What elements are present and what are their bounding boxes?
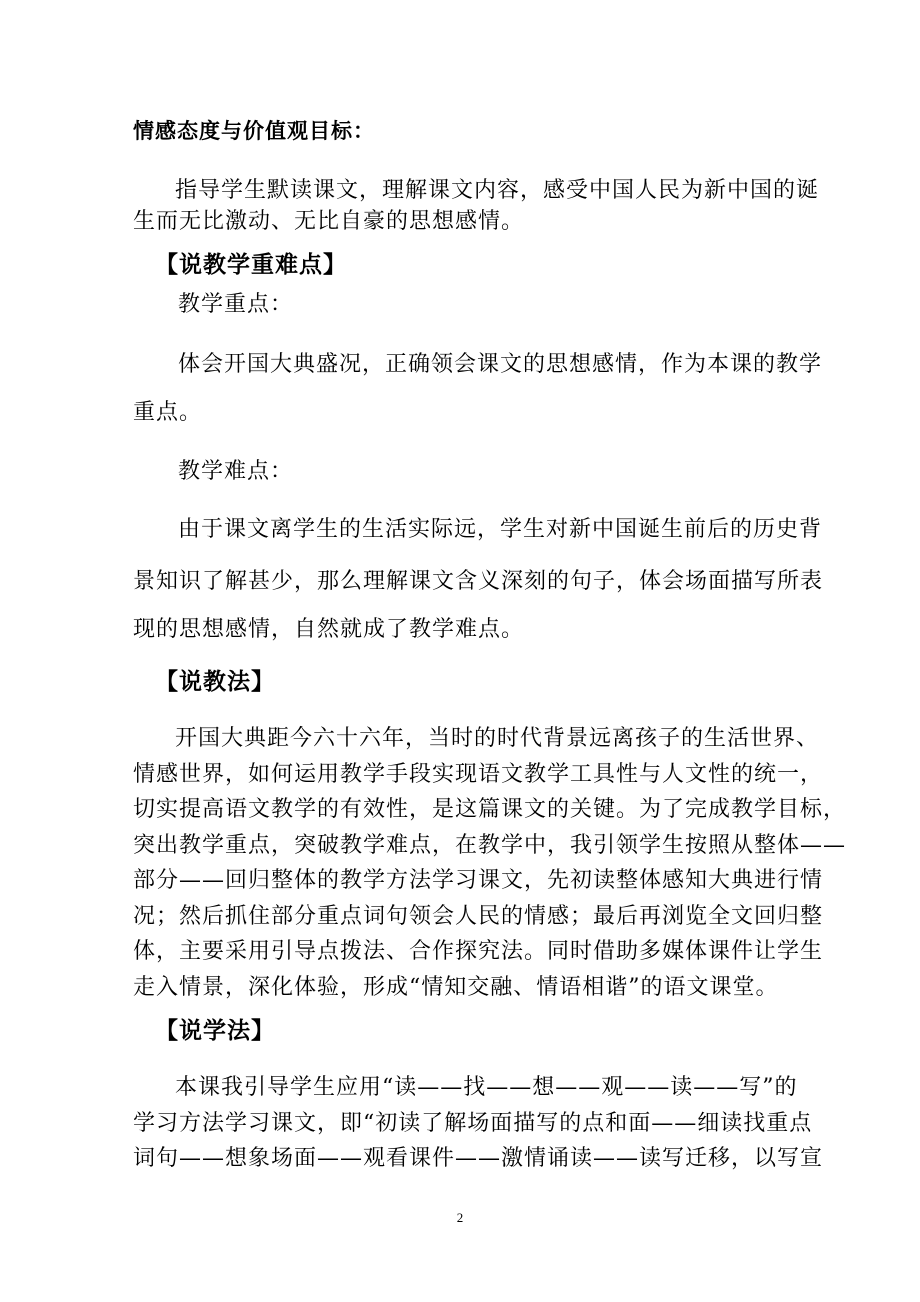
method-line-1: 开国大典距今六十六年，当时的时代背景远离孩子的生活世界、 xyxy=(175,726,820,751)
difficulty-heading: 【说教学重难点】 xyxy=(155,251,347,278)
method-line-8: 走入情景，深化体验，形成“情知交融、情语相谐”的语文课堂。 xyxy=(133,975,779,1000)
study-line-3: 词句——想象场面——观看课件——激情诵读——读写迁移，以写宣 xyxy=(133,1146,824,1171)
key-point-line-2: 重点。 xyxy=(133,400,203,425)
hard-point-label: 教学难点： xyxy=(178,459,294,484)
method-heading: 【说教法】 xyxy=(155,668,275,695)
method-line-4: 突出教学重点，突破教学难点，在教学中，我引领学生按照从整体—— xyxy=(133,833,847,858)
hard-point-line-2: 景知识了解甚少，那么理解课文含义深刻的句子，体会场面描写所表 xyxy=(133,569,824,594)
method-line-3: 切实提高语文教学的有效性，是这篇课文的关键。为了完成教学目标， xyxy=(133,797,847,822)
method-line-2: 情感世界，如何运用教学手段实现语文教学工具性与人文性的统一， xyxy=(133,762,824,787)
study-line-1: 本课我引导学生应用“读——找——想——观——读——写”的 xyxy=(175,1075,798,1100)
goal-heading: 情感态度与价值观目标： xyxy=(133,118,375,143)
hard-point-line-1: 由于课文离学生的生活实际远，学生对新中国诞生前后的历史背 xyxy=(178,517,823,542)
goal-line-1: 指导学生默读课文，理解课文内容，感受中国人民为新中国的诞 xyxy=(175,178,820,203)
method-line-5: 部分——回归整体的教学方法学习课文，先初读整体感知大典进行情 xyxy=(133,868,824,893)
goal-line-2: 生而无比激动、无比自豪的思想感情。 xyxy=(133,209,525,234)
study-heading: 【说学法】 xyxy=(155,1017,275,1044)
page-number: 2 xyxy=(456,1210,464,1225)
key-point-label: 教学重点： xyxy=(178,292,294,317)
method-line-6: 况；然后抓住部分重点词句领会人民的情感；最后再浏览全文回归整 xyxy=(133,904,824,929)
hard-point-line-3: 现的思想感情，自然就成了教学难点。 xyxy=(133,617,525,642)
study-line-2: 学习方法学习课文，即“初读了解场面描写的点和面——细读找重点 xyxy=(133,1111,813,1136)
key-point-line-1: 体会开国大典盛况，正确领会课文的思想感情，作为本课的教学 xyxy=(178,352,823,377)
method-line-7: 体，主要采用引导点拨法、合作探究法。同时借助多媒体课件让学生 xyxy=(133,939,824,964)
